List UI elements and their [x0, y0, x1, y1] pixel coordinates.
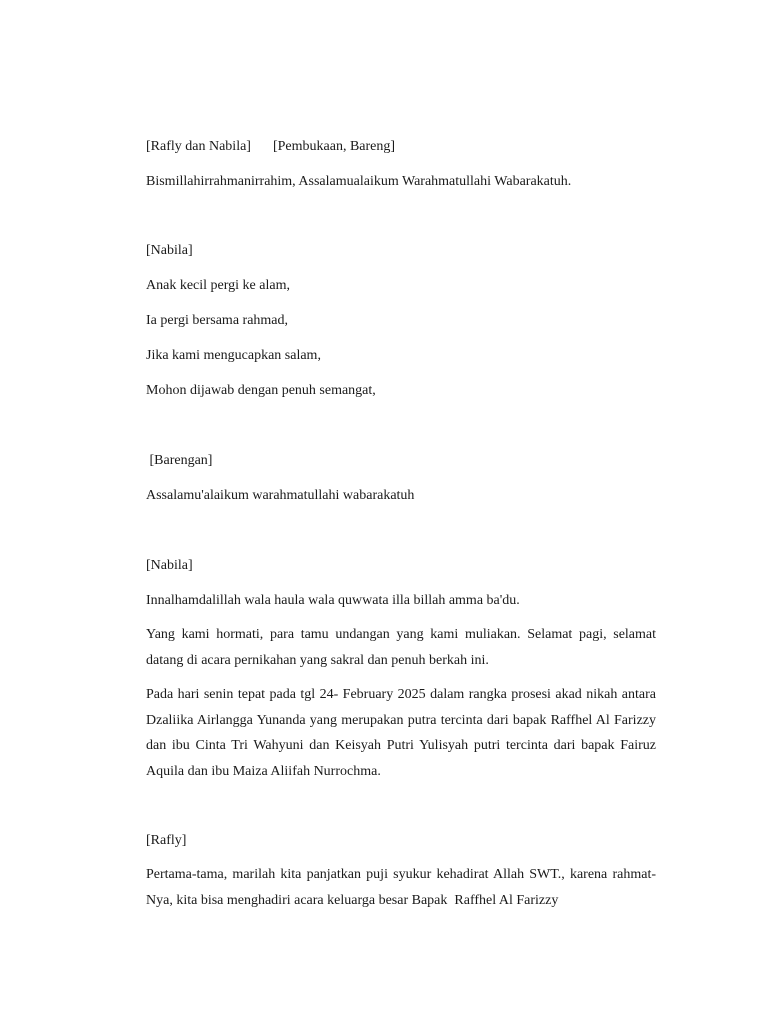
reply-line: Assalamu'alaikum warahmatullahi wabarakatuh [146, 488, 415, 503]
opening-line: Bismillahirrahmanirrahim, Assalamualaikum Warahmatullahi Wabarakatuh. [146, 174, 572, 189]
header-line [146, 138, 395, 156]
speaker-label-nabila: [Nabila] [146, 243, 193, 258]
speaker-label-rafly: [Rafly] [146, 833, 187, 848]
event-paragraph: Pada hari senin tepat pada tgl 24- February 2025 dalam rangka prosesi akad nikah antara Dzaliika Airlangga Yunanda yang merupakan putra tercinta dari bapak Raffhel Al Farizzy dan ibu Cinta Tri Wahyuni dan Keisyah Putri Yulisyah putri tercinta dari bapak Fairuz Aquila dan ibu Maiza Aliifah Nurrochma. [146, 687, 656, 779]
pantun-line-3: Jika kami mengucapkan salam, [146, 348, 321, 363]
header-speakers: [Rafly dan Nabila] [146, 139, 251, 154]
speaker-label-barengan: [Barengan] [146, 453, 213, 468]
header-note: [Pembukaan, Bareng] [272, 139, 396, 154]
pantun-line-4: Mohon dijawab dengan penuh semangat, [146, 383, 376, 398]
pantun-line-2: Ia pergi bersama rahmad, [146, 313, 289, 328]
pantun-line-1: Anak kecil pergi ke alam, [146, 278, 290, 293]
speaker-label-nabila-2: [Nabila] [146, 558, 193, 573]
welcome-paragraph: Yang kami hormati, para tamu undangan yang kami muliakan. Selamat pagi, selamat datang di acara pernikahan yang sakral dan penuh berkah ini. [146, 627, 656, 668]
gratitude-paragraph: Pertama-tama, marilah kita panjatkan puji syukur kehadirat Allah SWT., karena rahmat-Nya, kita bisa menghadiri acara keluarga besar Bapak Raffhel Al Farizzy [146, 867, 656, 908]
hamdalah-line: Innalhamdalillah wala haula wala quwwata illa billah amma ba'du. [146, 593, 520, 608]
